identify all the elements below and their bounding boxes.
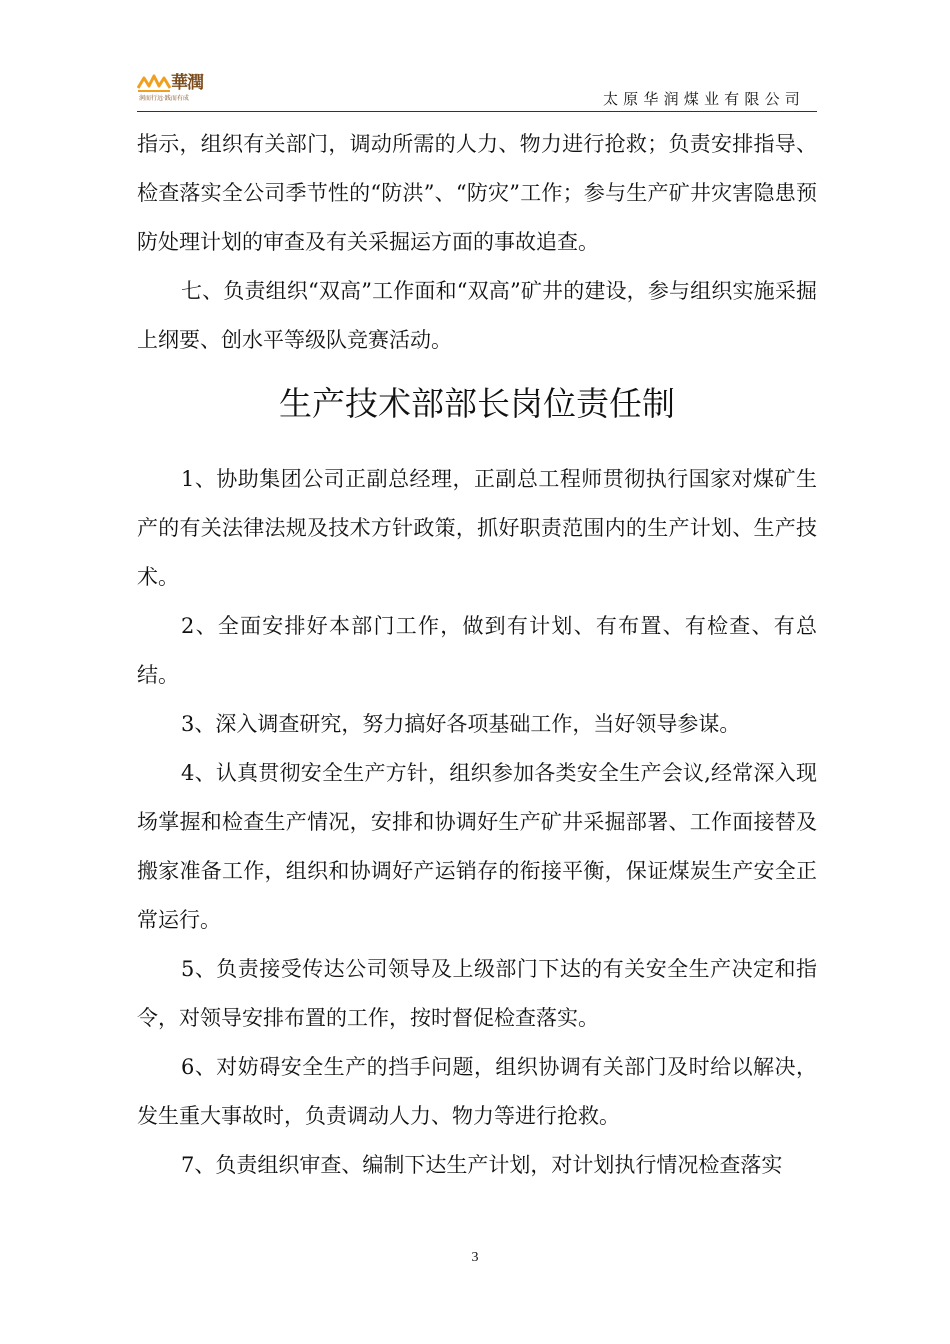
list-item: 7、负责组织审查、编制下达生产计划，对计划执行情况检查落实 [181, 1153, 783, 1177]
logo-subtitle: 润而行远·践而有成 [139, 95, 189, 102]
document-body [137, 120, 817, 1190]
page-number: 3 [471, 1250, 479, 1265]
paragraph-item-seven: 七、负责组织“双高”工作面和“双高”矿井的建设，参与组织实施采掘上纲要、创水平等级队竞赛活动。 [137, 279, 817, 352]
page-header [137, 66, 817, 110]
list-item: 3、深入调查研究，努力搞好各项基础工作，当好领导参谋。 [181, 712, 741, 736]
paragraph-continued: 指示，组织有关部门，调动所需的人力、物力进行抢救；负责安排指导、检查落实全公司季节性的“防洪”、“防灾”工作；参与生产矿井灾害隐患预防处理计划的审查及有关采掘运方面的事故追查。 [137, 132, 817, 254]
list-item: 6、对妨碍安全生产的挡手问题，组织协调有关部门及时给以解决，发生重大事故时，负责调动人力、物力等进行抢救。 [137, 1055, 817, 1128]
list-item: 5、负责接受传达公司领导及上级部门下达的有关安全生产决定和指令，对领导安排布置的工作，按时督促检查落实。 [137, 957, 817, 1030]
company-logo [137, 66, 217, 102]
section-title: 生产技术部部长岗位责任制 [279, 384, 675, 423]
list-item: 2、全面安排好本部门工作，做到有计划、有布置、有检查、有总结。 [137, 614, 817, 687]
logo-mountains-icon [137, 68, 171, 94]
logo-text: 華潤 [171, 73, 203, 93]
list-item: 1、协助集团公司正副总经理，正副总工程师贯彻执行国家对煤矿生产的有关法律法规及技术方针政策，抓好职责范围内的生产计划、生产技术。 [137, 467, 817, 589]
list-item: 4、认真贯彻安全生产方针，组织参加各类安全生产会议,经常深入现场掌握和检查生产情况，安排和协调好生产矿井采掘部署、工作面接替及搬家准备工作，组织和协调好产运销存的衔接平衡，保证煤炭生产安全正常运行。 [137, 761, 817, 932]
header-divider [137, 111, 817, 112]
company-name: 太原华润煤业有限公司 [602, 90, 805, 108]
